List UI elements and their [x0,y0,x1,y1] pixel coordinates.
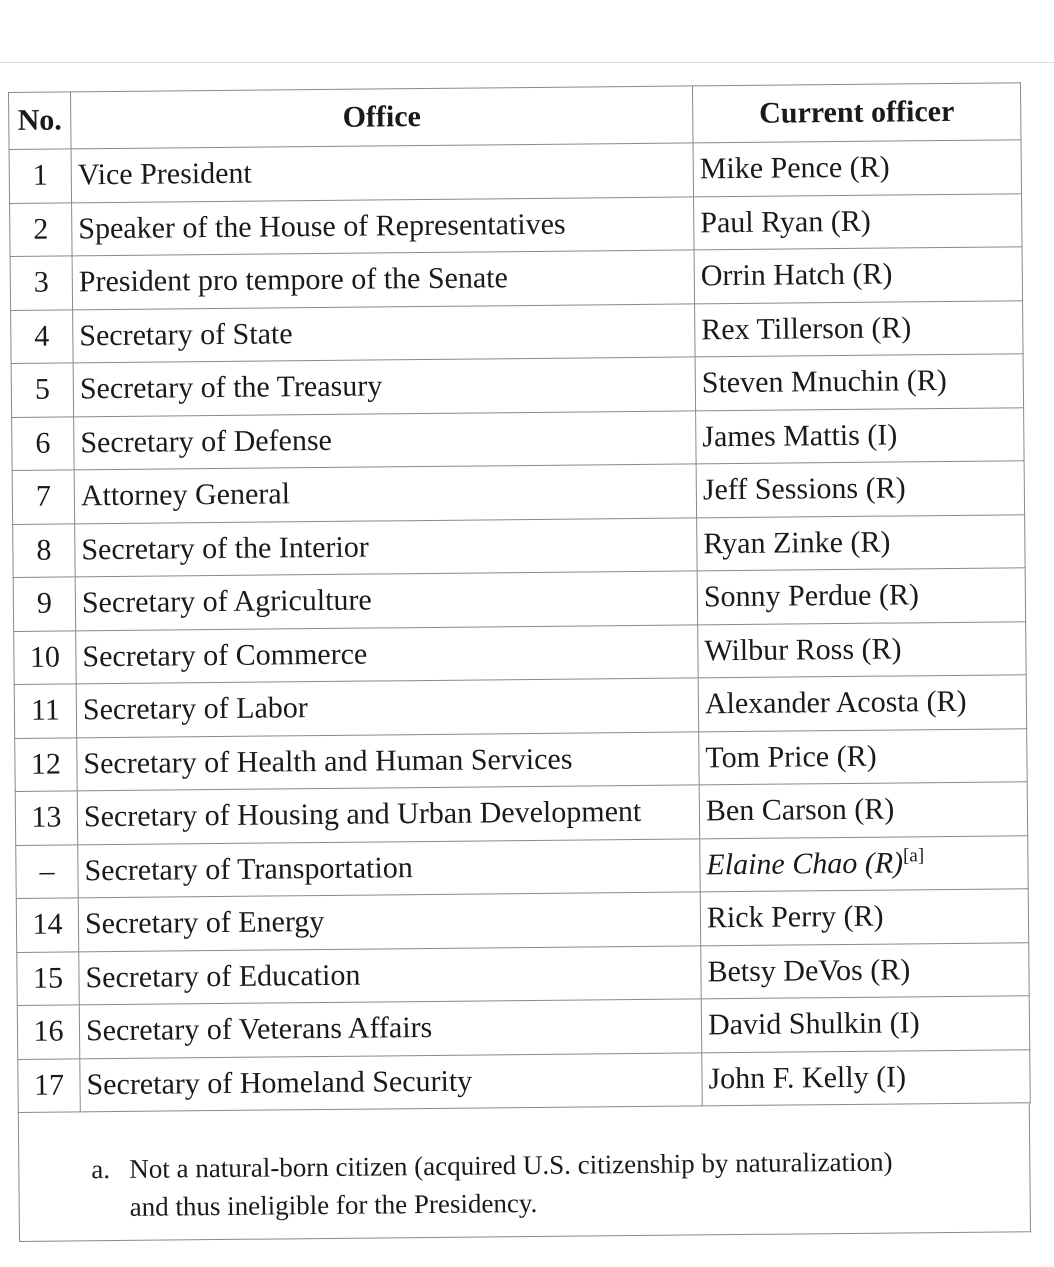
office-name: Speaker of the House of Representatives [72,196,694,255]
current-officer-cell [699,728,1027,785]
office-name: Secretary of the Treasury [73,357,695,416]
current-officer-name: Jeff Sessions (R) [702,471,906,507]
current-officer-cell [694,193,1022,250]
page-edge-line [0,62,1054,63]
table-row [16,835,1028,898]
succession-table [8,82,1031,1113]
current-officer-name: Steven Mnuchin (R) [701,364,947,400]
column-header-office: Office [71,86,694,149]
table-row [15,782,1027,845]
table-row [17,996,1029,1059]
row-number: 1 [9,149,72,203]
office-name: Secretary of Energy [78,892,700,951]
row-number: 9 [13,577,76,631]
row-number: 2 [10,202,73,256]
office-name: Secretary of Transportation [78,838,700,897]
current-officer-name: Rex Tillerson (R) [701,311,912,347]
current-officer-name: Rick Perry (R) [706,899,884,935]
current-officer-name: Tom Price (R) [705,739,877,775]
current-officer-name: Betsy DeVos (R) [707,953,911,989]
footnote-line-2: and thus ineligible for the Presidency. [129,1187,538,1222]
current-officer-cell [697,568,1025,625]
table-header-row [9,83,1022,150]
current-officer-name: Sonny Perdue (R) [703,578,920,614]
office-name: Secretary of State [73,303,695,362]
row-number: 14 [16,898,79,952]
office-name: Secretary of Housing and Urban Development [77,785,699,844]
row-number: 11 [14,684,77,738]
office-name: Attorney General [74,464,696,523]
row-number: 12 [15,737,78,791]
footnote [91,1142,992,1227]
row-number: 13 [15,791,78,845]
table-row [12,407,1024,470]
current-officer-cell [701,942,1029,999]
table-row [18,1049,1030,1112]
footnote-text-1: Not a natural-born citizen (acquired U.S. citizenship by naturalization) [129,1146,893,1184]
table-row [16,889,1028,952]
current-officer-cell [693,140,1021,197]
row-number: – [16,844,79,898]
current-officer-cell [698,675,1026,732]
table-row [10,247,1022,310]
table-row [14,621,1026,684]
office-name: President pro tempore of the Senate [72,250,694,309]
table-row [9,140,1021,203]
current-officer-cell [702,1049,1030,1106]
current-officer-cell [696,461,1024,518]
office-name: Secretary of Health and Human Services [77,731,699,790]
row-number: 10 [14,630,77,684]
current-officer-cell [697,514,1025,571]
row-number: 5 [11,363,74,417]
current-officer-name: Ryan Zinke (R) [703,525,891,561]
current-officer-cell [701,996,1029,1053]
office-name: Secretary of Agriculture [75,571,697,630]
current-officer-cell [695,354,1023,411]
current-officer-name: Paul Ryan (R) [700,204,871,240]
succession-table-container [8,82,1031,1242]
current-officer-name: Wilbur Ross (R) [704,632,902,668]
current-officer-cell [695,300,1023,357]
row-number: 4 [11,309,74,363]
current-officer-cell [696,407,1024,464]
table-row [10,193,1022,256]
footnote-box [18,1103,1031,1242]
table-body [9,140,1030,1113]
current-officer-name: David Shulkin (I) [707,1006,920,1042]
row-number: 17 [18,1058,81,1112]
office-name: Secretary of Commerce [76,624,698,683]
office-name: Secretary of Defense [74,410,696,469]
footnote-reference[interactable]: [a] [902,844,925,867]
table-row [15,728,1027,791]
table-row [13,568,1025,631]
current-officer-name: Elaine Chao (R) [706,846,904,882]
office-name: Secretary of Labor [76,678,698,737]
table-row [17,942,1029,1005]
row-number: 15 [17,951,80,1005]
table-row [13,514,1025,577]
current-officer-cell [700,835,1028,892]
column-header-current-officer: Current officer [692,83,1021,143]
current-officer-cell [700,889,1028,946]
current-officer-cell [699,782,1027,839]
column-header-no: No. [9,92,72,150]
row-number: 16 [17,1005,80,1059]
office-name: Secretary of Education [79,945,701,1004]
office-name: Secretary of Homeland Security [80,1052,702,1111]
office-name: Secretary of Veterans Affairs [79,999,701,1058]
table-row [14,675,1026,738]
office-name: Secretary of the Interior [75,517,697,576]
current-officer-name: James Mattis (I) [702,418,898,454]
table-row [11,300,1023,363]
office-name: Vice President [71,143,693,202]
current-officer-cell [694,247,1022,304]
current-officer-name: John F. Kelly (I) [708,1060,907,1096]
row-number: 8 [13,523,76,577]
row-number: 6 [12,416,75,470]
row-number: 7 [12,470,75,524]
table-row [12,461,1024,524]
current-officer-name: Alexander Acosta (R) [704,685,967,721]
current-officer-name: Orrin Hatch (R) [700,257,893,293]
row-number: 3 [10,256,73,310]
current-officer-cell [698,621,1026,678]
current-officer-name: Ben Carson (R) [705,792,895,828]
footnote-marker: a. [91,1154,111,1185]
current-officer-name: Mike Pence (R) [699,150,890,186]
table-row [11,354,1023,417]
